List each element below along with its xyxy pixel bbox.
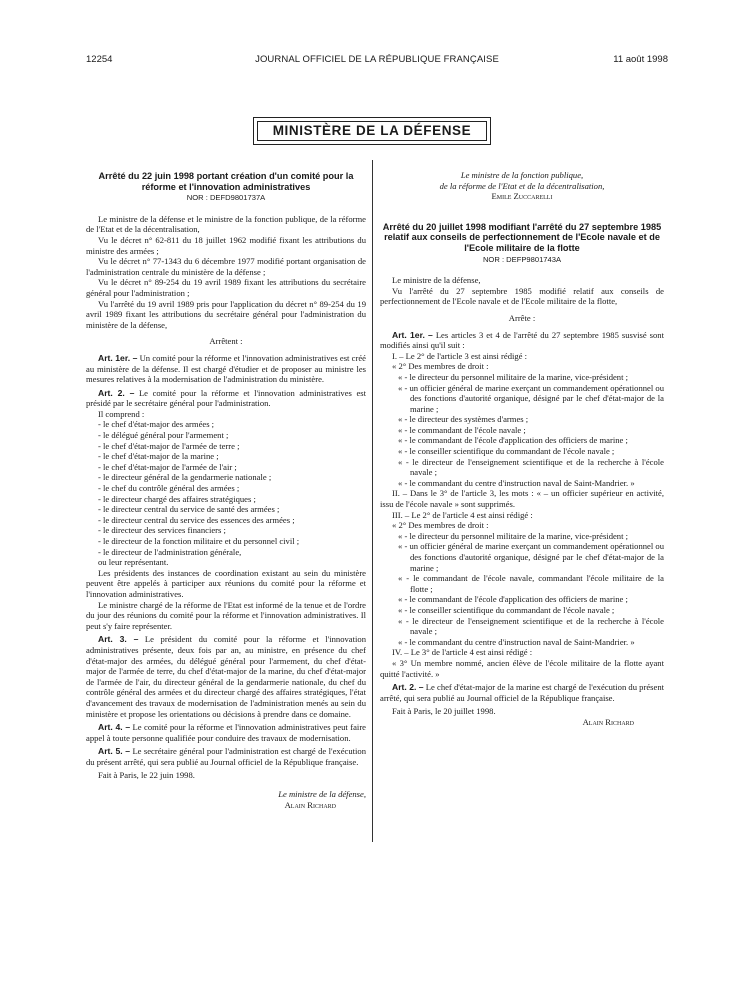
list-item: - le directeur des services financiers ; [98,525,226,536]
decree-title: Arrêté du 22 juin 1998 portant création d'un comité pour la réforme et l'innovation administratives [98,171,354,192]
article-2 [380,682,664,703]
list-item: « - le directeur de l'enseignement scientifique et de la recherche à l'école navale ; [398,456,664,478]
article-text: Le secrétaire général pour l'administration est chargé de l'exécution du présent arrêté, qui sera publié au Journal officiel de la République française. [86,746,366,767]
cosigner-role-2: de la réforme de l'Etat et de la décentralisation, [439,180,605,191]
list-item: - le directeur central du service des essences des armées ; [98,514,295,525]
issue-date: 11 août 1998 [613,54,668,65]
column-divider [372,160,373,842]
paragraph: Le ministre chargé de la réforme de l'Etat est informé de la tenue et de l'ordre du jour des réunions du comité pour la réforme et l'innovation administratives. Il peut s'y faire représenter. [86,599,366,631]
preamble [380,275,664,307]
decree-title: Arrêté du 20 juillet 1998 modifiant l'arrêté du 27 septembre 1985 relatif aux conseils de perfectionnement de l'Ecole navale et de l'Ecole militaire de la flotte [382,221,662,253]
nor-reference: NOR : DEFD9801737A [186,193,266,203]
list-item: « - un officier général de marine exerçant un commandement opérationnel ou des fonctions d'autorité organique, désigné par le chef d'état-major de la marine ; [398,541,664,573]
article-label: Art. 4. – [98,722,131,733]
preamble-paragraph: Vu l'arrêté du 19 avril 1989 pris pour l'application du décret n° 89-254 du 19 avril 1989 fixant les attributions du secrétaire général pour l'administration du ministère de la défense, [86,298,366,330]
list-item: - le chef d'état-major de l'armée de terre ; [98,440,240,451]
preamble-paragraph: Vu le décret n° 62-811 du 18 juillet 1962 modifié fixant les attributions du ministre des armées ; [86,234,366,256]
preamble-paragraph: Vu le décret n° 89-254 du 19 avril 1989 fixant les attributions du secrétaire général pour l'administration ; [86,277,366,298]
arrete-label: Arrête : [508,312,536,323]
signer-name: Alain Richard [284,799,336,810]
article-label: Art. 3. – [98,634,139,645]
ministry-box [253,117,491,145]
nor-reference: NOR : DEFP9801743A [482,254,562,264]
signer-role: Le ministre de la défense, [278,789,366,800]
article-2-comprend: Il comprend : [98,408,145,419]
article-2-continuation [86,557,366,631]
list-item: « - un officier général de marine exerçant un commandement opérationnel ou des fonctions d'autorité organique, désigné par le chef d'état-major de la marine ; [398,382,664,414]
list-item: - le chef d'état-major de l'armée de l'air ; [98,461,237,472]
article-label: Art. 2. – [98,387,135,398]
list-item: « - le commandant de l'école d'application des officiers de marine ; [398,594,628,605]
list-item: - le directeur chargé des affaires stratégiques ; [98,493,256,504]
article-5 [86,746,366,767]
signer-name: Alain Richard [582,716,634,727]
members-list-1 [380,372,664,489]
list-item: - le directeur central du service de santé des armées ; [98,504,280,515]
preamble [86,214,366,331]
list-item: « - le commandant du centre d'instruction naval de Saint-Mandrier. » [398,477,635,488]
section-1: I. – Le 2° de l'article 3 est ainsi rédigé : [392,350,528,361]
right-column [380,170,664,728]
page-header [86,54,668,68]
preamble-paragraph: Vu le décret n° 77-1343 du 6 décembre 1977 modifié portant organisation de l'administration centrale du ministère de la défense ; [86,256,366,277]
members-list-2 [380,531,664,648]
list-item: « - le commandant de l'école d'application des officiers de marine ; [398,435,628,446]
section-4-quote: « 3° Un membre nommé, ancien élève de l'école militaire de la flotte ayant quitté l'activité. » [380,657,664,679]
list-item: « - le directeur du personnel militaire de la marine, vice-président ; [398,530,629,541]
list-item: - le chef d'état-major des armées ; [98,419,215,430]
left-column [86,171,366,810]
article-text: Le comité pour la réforme et l'innovation administratives est présidé par le secrétaire général pour l'administration. [86,387,366,409]
section-2: II. – Dans le 3° de l'article 3, les mots : « – un officier supérieur en activité, issu de l'école navale » sont supprimés. [380,488,664,510]
list-item: - le chef du contrôle général des armées ; [98,483,240,494]
article-text: Le comité pour la réforme et l'innovation administratives peut faire appel à toute personne qualifiée pour conduire des travaux de modernisation. [86,722,366,743]
place-date: Fait à Paris, le 20 juillet 1998. [392,706,496,717]
members-list [86,419,366,557]
list-item: « - le commandant du centre d'instruction naval de Saint-Mandrier. » [398,636,635,647]
article-text: Les articles 3 et 4 de l'arrêté du 27 septembre 1985 susvisé sont modifiés ainsi qu'il suit : [380,329,664,351]
list-item: - le chef d'état-major de la marine ; [98,451,219,462]
list-item: - le délégué général pour l'armement ; [98,430,229,441]
list-item: « - le directeur de l'enseignement scientifique et de la recherche à l'école navale ; [398,615,664,637]
article-label: Art. 1er. – [392,329,433,340]
journal-title: JOURNAL OFFICIEL DE LA RÉPUBLIQUE FRANÇAISE [255,54,499,65]
place-date: Fait à Paris, le 22 juin 1998. [98,770,195,781]
list-item: - le directeur de l'administration générale, [98,546,242,557]
paragraph: ou leur représentant. [98,557,169,568]
article-label: Art. 2. – [392,682,424,693]
list-item: - le directeur général de la gendarmerie nationale ; [98,472,272,483]
ministry-title: MINISTÈRE DE LA DÉFENSE [257,121,487,141]
arretent-label: Arrêtent : [209,336,243,347]
article-label: Art. 5. – [98,746,131,757]
list-item: « - le commandant de l'école navale, commandant l'école militaire de la flotte ; [398,573,664,594]
article-text: Le chef d'état-major de la marine est chargé de l'exécution du présent arrêté, qui sera publié au Journal officiel de la République française. [380,682,665,703]
list-item: « - le directeur des systèmes d'armes ; [398,414,529,425]
cosigner-role: Le ministre de la fonction publique, [460,170,584,180]
preamble-paragraph: Le ministre de la défense et le ministre de la fonction publique, de la réforme de l'Etat et de la décentralisation, [86,213,366,235]
list-item: « - le commandant de l'école navale ; [398,424,526,435]
section-1-quote: « 2° Des membres de droit : [392,361,489,372]
article-1 [86,353,366,385]
article-text: Le président du comité pour la réforme et l'innovation administratives présente, deux fois par an, au ministre, en présence du chef d'état-major des armées, du délégué général pour l'armement, du chef d'état-major de l'armée de terre, du chef d'état-major de la marine, du chef d'état-major de l'armée de l'air, du directeur général de la gendarmerie nationale, du chef du contrôle général des armées et du directeur chargé des affaires stratégiques, l'état d'avancement des travaux de modernisation de l'administration menés au sein du ministère et propose les orientations ou décisions à prendre dans ce domaine. [86,634,366,719]
article-1 [380,330,664,351]
preamble-paragraph: Vu l'arrêté du 27 septembre 1985 modifié relatif aux conseils de perfectionnement de l'Ecole navale et de l'Ecole militaire de la flotte, [380,285,664,307]
article-4 [86,722,366,743]
section-3-quote: « 2° Des membres de droit : [392,520,489,531]
article-text: Un comité pour la réforme et l'innovation administratives est créé au ministère de la défense. Il est chargé d'étudier et de proposer au ministre les mesures relatives à la modernisation de l'administration du ministère. [86,352,366,385]
article-label: Art. 1er. – [98,352,138,363]
article-2 [86,388,366,409]
article-3 [86,634,366,719]
list-item: « - le conseiller scientifique du commandant de l'école navale ; [398,446,615,457]
section-3: III. – Le 2° de l'article 4 est ainsi rédigé : [392,509,533,520]
list-item: - le directeur de la fonction militaire et du personnel civil ; [98,536,300,546]
preamble-paragraph: Le ministre de la défense, [392,275,481,286]
list-item: « - le directeur du personnel militaire de la marine, vice-président ; [398,371,629,382]
section-4: IV. – Le 3° de l'article 4 est ainsi rédigé : [392,647,533,658]
paragraph: Les présidents des instances de coordination existant au sein du ministère peuvent être appelés à participer aux réunions du comité pour la réforme et l'innovation administratives. [86,567,366,599]
list-item: « - le conseiller scientifique du commandant de l'école navale ; [398,604,615,615]
page-number: 12254 [86,54,113,65]
cosigner-name: Emile Zuccarelli [491,191,553,202]
